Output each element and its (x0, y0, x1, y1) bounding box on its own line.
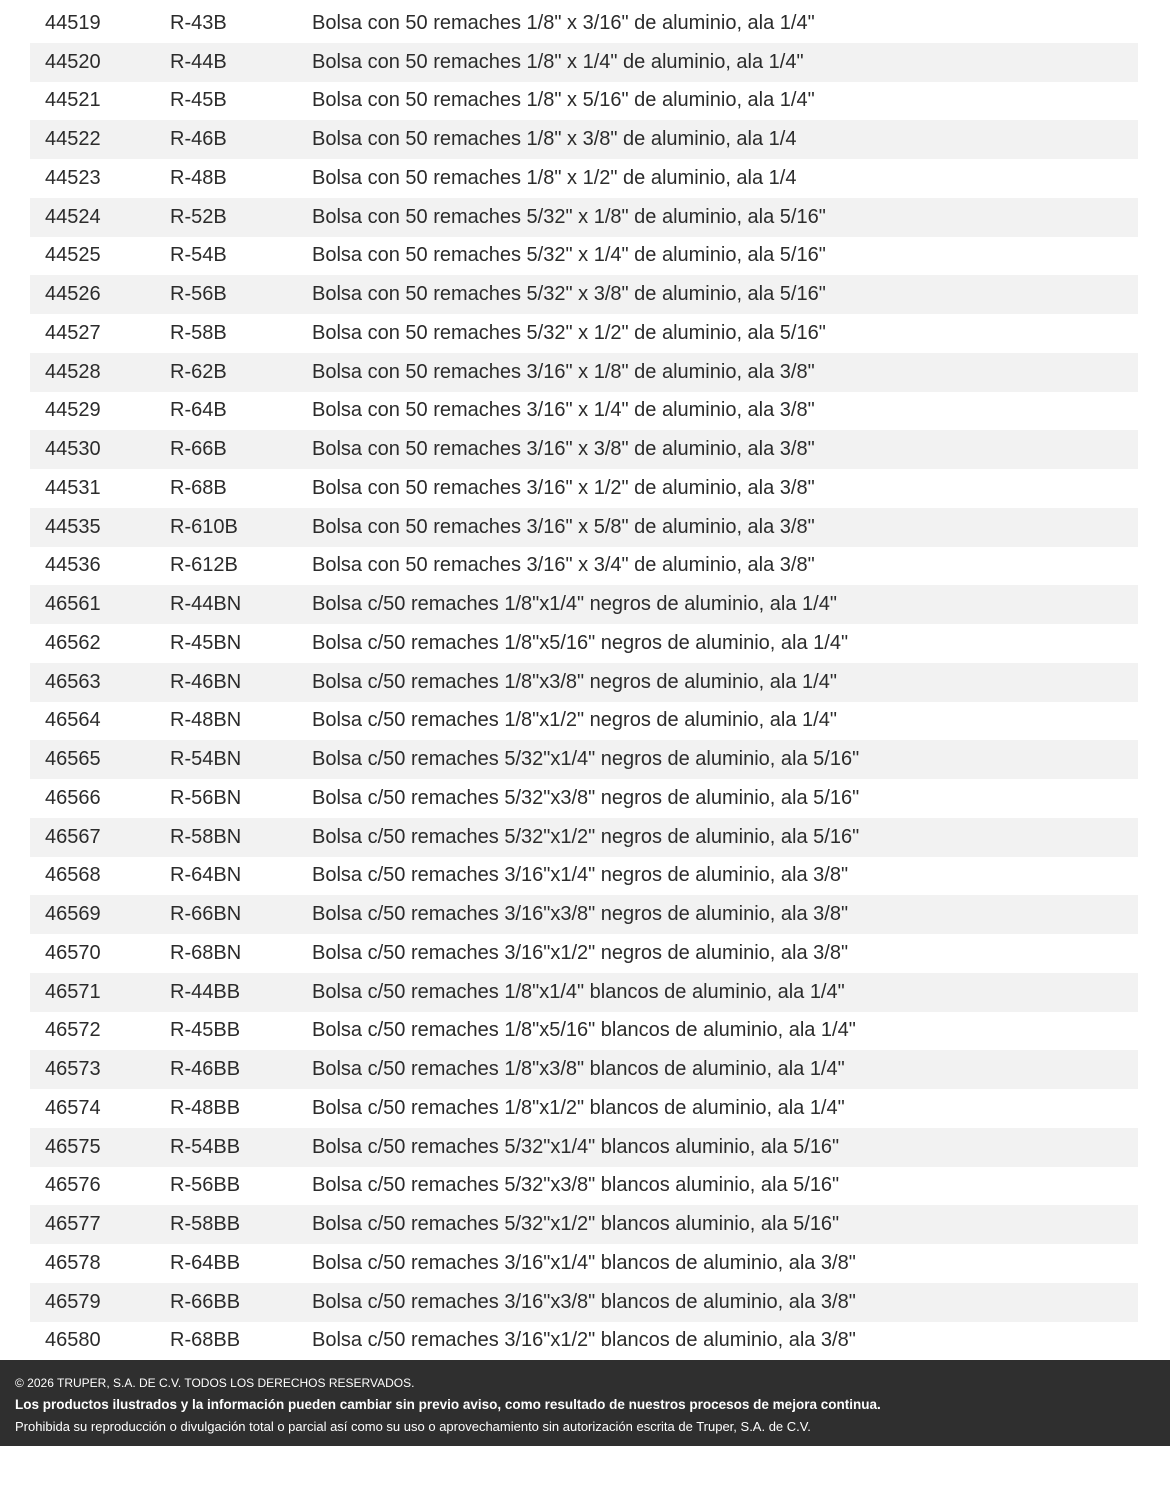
product-description: Bolsa c/50 remaches 3/16"x1/2" negros de aluminio, ala 3/8" (312, 941, 849, 964)
table-row (30, 857, 1138, 896)
product-key: R-66BN (170, 903, 242, 926)
table-row (30, 392, 1138, 431)
product-key: R-64BB (170, 1251, 241, 1274)
table-row (30, 895, 1138, 934)
product-key: R-58B (170, 321, 227, 344)
product-key: R-46BB (170, 1058, 241, 1081)
product-description: Bolsa c/50 remaches 5/32"x3/8" blancos aluminio, ala 5/16" (312, 1174, 840, 1197)
product-code: 44529 (45, 399, 101, 422)
footer-disclaimer: Prohibida su reproducción o divulgación total o parcial así como su uso o aprovechamiento sin autorización escrita de Truper, S.A. de C.V. (15, 1419, 811, 1434)
table-row (30, 779, 1138, 818)
product-code: 46579 (45, 1290, 101, 1313)
product-description: Bolsa con 50 remaches 1/8" x 1/4" de aluminio, ala 1/4" (312, 50, 804, 73)
table-row (30, 1167, 1138, 1206)
table-row (30, 1089, 1138, 1128)
product-description: Bolsa con 50 remaches 1/8" x 3/16" de aluminio, ala 1/4" (312, 11, 815, 34)
table-row (30, 818, 1138, 857)
product-key: R-54B (170, 244, 227, 267)
product-description: Bolsa c/50 remaches 5/32"x1/4" negros de aluminio, ala 5/16" (312, 748, 860, 771)
product-description: Bolsa c/50 remaches 1/8"x3/8" negros de aluminio, ala 1/4" (312, 670, 837, 693)
product-description: Bolsa con 50 remaches 5/32" x 1/2" de aluminio, ala 5/16" (312, 321, 826, 344)
product-key: R-45BB (170, 1019, 241, 1042)
table-row (30, 120, 1138, 159)
product-code: 44531 (45, 476, 101, 499)
product-key: R-62B (170, 360, 227, 383)
table-row (30, 663, 1138, 702)
product-key: R-44BB (170, 980, 241, 1003)
product-code: 46568 (45, 864, 101, 887)
product-description: Bolsa c/50 remaches 3/16"x1/4" blancos de aluminio, ala 3/8" (312, 1251, 856, 1274)
table-row (30, 547, 1138, 586)
product-code: 46580 (45, 1329, 101, 1352)
product-code: 44527 (45, 321, 101, 344)
table-row (30, 275, 1138, 314)
product-key: R-58BN (170, 825, 242, 848)
table-row (30, 973, 1138, 1012)
product-code: 46577 (45, 1213, 101, 1236)
table-row (30, 198, 1138, 237)
product-code: 46574 (45, 1096, 101, 1119)
product-description: Bolsa c/50 remaches 5/32"x1/2" blancos aluminio, ala 5/16" (312, 1213, 840, 1236)
table-row (30, 1244, 1138, 1283)
page-footer (0, 1360, 1170, 1446)
product-description: Bolsa con 50 remaches 1/8" x 5/16" de aluminio, ala 1/4" (312, 89, 815, 112)
product-description: Bolsa c/50 remaches 3/16"x3/8" negros de aluminio, ala 3/8" (312, 903, 849, 926)
table-row (30, 1205, 1138, 1244)
product-description: Bolsa c/50 remaches 1/8"x1/4" negros de aluminio, ala 1/4" (312, 593, 837, 616)
product-key: R-48BN (170, 709, 242, 732)
product-description: Bolsa c/50 remaches 5/32"x1/4" blancos aluminio, ala 5/16" (312, 1135, 840, 1158)
table-row (30, 624, 1138, 663)
table-row (30, 1283, 1138, 1322)
table-row (30, 353, 1138, 392)
product-code: 46573 (45, 1058, 101, 1081)
product-code: 46576 (45, 1174, 101, 1197)
product-key: R-612B (170, 554, 238, 577)
table-row (30, 1128, 1138, 1167)
product-description: Bolsa con 50 remaches 3/16" x 5/8" de aluminio, ala 3/8" (312, 515, 815, 538)
product-description: Bolsa con 50 remaches 3/16" x 3/8" de aluminio, ala 3/8" (312, 438, 815, 461)
product-description: Bolsa con 50 remaches 1/8" x 1/2" de aluminio, ala 1/4 (312, 166, 797, 189)
product-code: 44523 (45, 166, 101, 189)
table-row (30, 4, 1138, 43)
product-code: 46570 (45, 941, 101, 964)
product-code: 46566 (45, 786, 101, 809)
product-key: R-48B (170, 166, 227, 189)
product-key: R-68BB (170, 1329, 241, 1352)
product-description: Bolsa c/50 remaches 1/8"x1/2" negros de aluminio, ala 1/4" (312, 709, 837, 732)
product-code: 46567 (45, 825, 101, 848)
product-key: R-68B (170, 476, 227, 499)
product-key: R-45B (170, 89, 227, 112)
product-code: 46575 (45, 1135, 101, 1158)
product-key: R-45BN (170, 631, 242, 654)
product-description: Bolsa c/50 remaches 5/32"x1/2" negros de aluminio, ala 5/16" (312, 825, 860, 848)
product-key: R-54BN (170, 748, 242, 771)
product-key: R-44B (170, 50, 227, 73)
product-description: Bolsa c/50 remaches 3/16"x1/4" negros de aluminio, ala 3/8" (312, 864, 849, 887)
product-key: R-48BB (170, 1096, 241, 1119)
product-code: 46578 (45, 1251, 101, 1274)
product-description: Bolsa c/50 remaches 1/8"x5/16" negros de aluminio, ala 1/4" (312, 631, 849, 654)
product-key: R-46BN (170, 670, 242, 693)
product-key: R-64BN (170, 864, 242, 887)
product-key: R-43B (170, 11, 227, 34)
product-code: 46563 (45, 670, 101, 693)
product-code: 44536 (45, 554, 101, 577)
product-description: Bolsa c/50 remaches 1/8"x1/4" blancos de aluminio, ala 1/4" (312, 980, 845, 1003)
table-row (30, 159, 1138, 198)
table-row (30, 508, 1138, 547)
product-key: R-54BB (170, 1135, 241, 1158)
product-description: Bolsa con 50 remaches 1/8" x 3/8" de aluminio, ala 1/4 (312, 128, 797, 151)
table-row (30, 82, 1138, 121)
product-description: Bolsa c/50 remaches 3/16"x1/2" blancos de aluminio, ala 3/8" (312, 1329, 856, 1352)
table-row (30, 1322, 1138, 1361)
table-row (30, 430, 1138, 469)
product-description: Bolsa con 50 remaches 3/16" x 1/4" de aluminio, ala 3/8" (312, 399, 815, 422)
table-row (30, 934, 1138, 973)
table-row (30, 314, 1138, 353)
table-row (30, 702, 1138, 741)
product-code: 44526 (45, 283, 101, 306)
footer-copyright: © 2026 TRUPER, S.A. DE C.V. TODOS LOS DERECHOS RESERVADOS. (15, 1376, 415, 1390)
table-row (30, 43, 1138, 82)
product-description: Bolsa c/50 remaches 1/8"x5/16" blancos de aluminio, ala 1/4" (312, 1019, 856, 1042)
product-code: 44530 (45, 438, 101, 461)
product-key: R-66BB (170, 1290, 241, 1313)
product-code: 44525 (45, 244, 101, 267)
product-code: 46571 (45, 980, 101, 1003)
product-description: Bolsa con 50 remaches 3/16" x 1/8" de aluminio, ala 3/8" (312, 360, 815, 383)
product-table (30, 4, 1138, 1360)
product-code: 44528 (45, 360, 101, 383)
table-row (30, 585, 1138, 624)
product-description: Bolsa c/50 remaches 3/16"x3/8" blancos de aluminio, ala 3/8" (312, 1290, 856, 1313)
product-code: 44535 (45, 515, 101, 538)
product-key: R-58BB (170, 1213, 241, 1236)
product-description: Bolsa con 50 remaches 3/16" x 3/4" de aluminio, ala 3/8" (312, 554, 815, 577)
product-code: 44520 (45, 50, 101, 73)
product-code: 44519 (45, 11, 101, 34)
product-key: R-64B (170, 399, 227, 422)
table-row (30, 237, 1138, 276)
product-code: 46561 (45, 593, 101, 616)
product-code: 46569 (45, 903, 101, 926)
product-code: 44524 (45, 205, 101, 228)
product-key: R-56B (170, 283, 227, 306)
product-key: R-66B (170, 438, 227, 461)
product-key: R-610B (170, 515, 238, 538)
product-description: Bolsa con 50 remaches 3/16" x 1/2" de aluminio, ala 3/8" (312, 476, 815, 499)
product-description: Bolsa c/50 remaches 1/8"x3/8" blancos de aluminio, ala 1/4" (312, 1058, 845, 1081)
table-row (30, 1050, 1138, 1089)
product-key: R-52B (170, 205, 227, 228)
table-row (30, 740, 1138, 779)
product-description: Bolsa c/50 remaches 1/8"x1/2" blancos de aluminio, ala 1/4" (312, 1096, 845, 1119)
product-description: Bolsa con 50 remaches 5/32" x 1/8" de aluminio, ala 5/16" (312, 205, 826, 228)
product-key: R-56BN (170, 786, 242, 809)
product-key: R-44BN (170, 593, 242, 616)
product-code: 46572 (45, 1019, 101, 1042)
product-code: 46562 (45, 631, 101, 654)
product-code: 46565 (45, 748, 101, 771)
product-code: 46564 (45, 709, 101, 732)
table-row (30, 469, 1138, 508)
product-code: 44522 (45, 128, 101, 151)
footer-notice: Los productos ilustrados y la información pueden cambiar sin previo aviso, como resultado de nuestros procesos de mejora continua. (15, 1397, 881, 1412)
product-key: R-56BB (170, 1174, 241, 1197)
table-row (30, 1012, 1138, 1051)
product-key: R-68BN (170, 941, 242, 964)
product-code: 44521 (45, 89, 101, 112)
product-description: Bolsa c/50 remaches 5/32"x3/8" negros de aluminio, ala 5/16" (312, 786, 860, 809)
product-key: R-46B (170, 128, 227, 151)
product-description: Bolsa con 50 remaches 5/32" x 1/4" de aluminio, ala 5/16" (312, 244, 826, 267)
product-description: Bolsa con 50 remaches 5/32" x 3/8" de aluminio, ala 5/16" (312, 283, 826, 306)
